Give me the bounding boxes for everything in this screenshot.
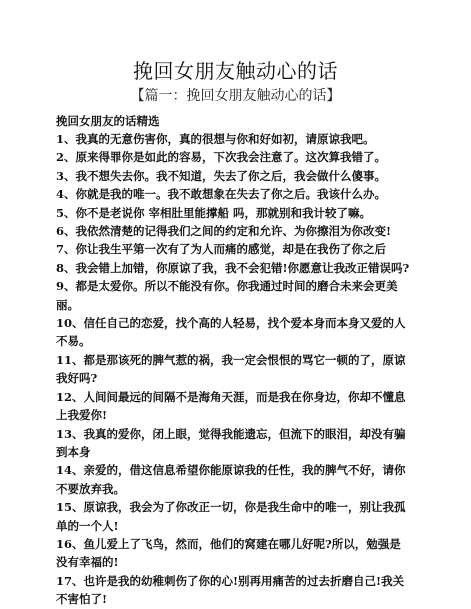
list-item: 14、亲爱的，借这信息希望你能原谅我的任性，我的脾气不好，请你不要放弃我。 bbox=[56, 463, 406, 496]
list-item: 2、原来得罪你是如此的容易，下次我会注意了。这次算我错了。 bbox=[56, 150, 386, 165]
list-item: 4、你就是我的唯一。我不敢想象在失去了你之后。我该什么办。 bbox=[56, 187, 386, 202]
list-item: 13、我真的爱你，闭上眼，觉得我能遗忘，但流下的眼泪，却没有骗到本身 bbox=[56, 426, 406, 459]
list-item: 7、你让我生平第一次有了为人而痛的感觉，却是在我伤了你之后 bbox=[56, 242, 386, 257]
list-item: 8、我会错上加错，你原谅了我，我不会犯错!你愿意让我改正错误吗? bbox=[56, 260, 410, 275]
page-title: 挽回女朋友触动心的话 bbox=[133, 59, 338, 83]
list-item: 5、你不是老说你 宰相肚里能撑船 吗，那就别和我计较了嘛。 bbox=[56, 205, 372, 220]
list-item: 6、我依然清楚的记得我们之间的约定和允许、为你擦泪为你改变! bbox=[56, 224, 392, 239]
list-item: 16、鱼儿爱上了飞鸟，然而，他们的窝建在哪儿好呢?所以，勉强是没有幸福的! bbox=[56, 536, 401, 570]
quote-list bbox=[56, 130, 412, 609]
list-item: 12、人间间最远的间隔不是海角天涯，而是我在你身边，你却不懂息上我爱你! bbox=[56, 389, 406, 423]
article-body bbox=[56, 112, 412, 609]
section-heading: 挽回女朋友的话精选 bbox=[56, 114, 160, 128]
list-item: 10、信任自己的恋爱，找个高的人轻易，找个爱本身而本身又爱的人不易。 bbox=[56, 316, 406, 349]
list-item: 17、也许是我的幼稚刺伤了你的心!别再用痛苦的过去折磨自己!我关不害怕了! bbox=[56, 573, 405, 607]
list-item: 11、都是那该死的脾气惹的祸，我一定会恨恨的骂它一顿的了，原谅我好吗? bbox=[56, 352, 406, 386]
list-item: 15、原谅我，我会为了你改正一切，你是我生命中的唯一，别让我孤单的一个人! bbox=[56, 500, 406, 533]
list-item: 1、我真的无意伤害你，真的很想与你和好如初，请原谅我吧。 bbox=[56, 132, 375, 146]
chapter-subtitle: 【篇一：挽回女朋友触动心的话】 bbox=[130, 88, 341, 104]
list-item: 3、我不想失去你。我不知道，失去了你之后，我会做什么傻事。 bbox=[56, 168, 386, 183]
list-item: 9、都是太爱你。所以不能没有你。你我通过时间的磨合未来会更美丽。 bbox=[56, 279, 398, 312]
